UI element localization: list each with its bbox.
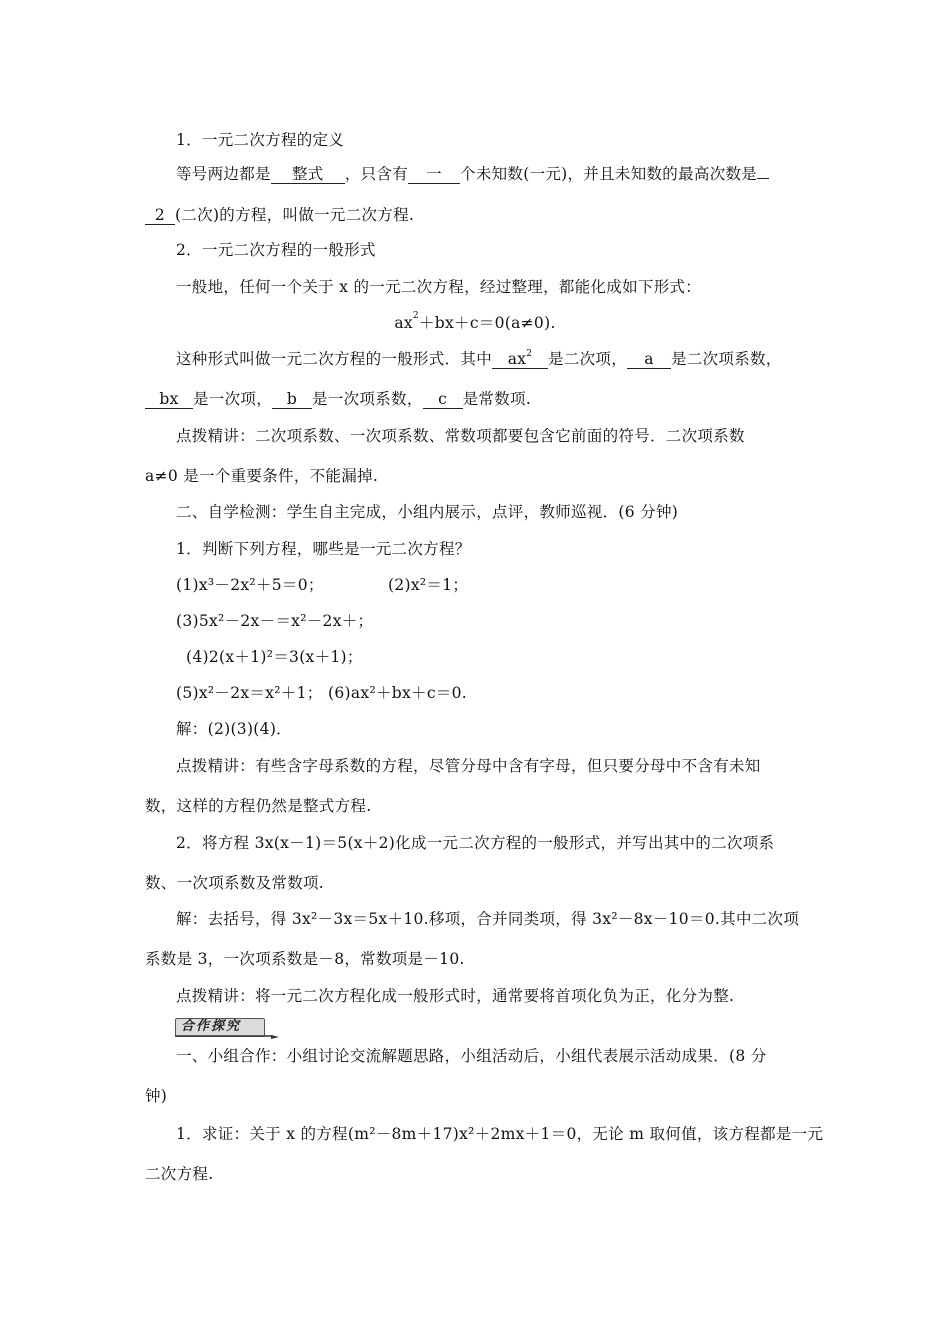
blank-linear-coefficient: b	[272, 391, 312, 409]
general-form-intro: 一般地，任何一个关于 x 的一元二次方程，经过整理，都能化成如下形式：	[176, 278, 702, 296]
cooperation-heading-1: 一、小组合作：小组讨论交流解题思路，小组活动后，小组代表展示活动成果．(8 分	[176, 1047, 767, 1065]
proof-question-line-2: 二次方程.	[145, 1165, 214, 1183]
formula-rest: ＋bx＋c＝0(a≠0).	[418, 314, 556, 332]
definition-line-1	[176, 164, 769, 184]
badge-underline-arrow-icon	[175, 1035, 279, 1039]
tip-coefficients-1: 点拨精讲：二次项系数、一次项系数、常数项都要包含它前面的符号．二次项系数	[176, 427, 745, 445]
cooperation-badge-label: 合作探究	[181, 1019, 242, 1034]
question-2-line-2: 数、一次项系数及常数项.	[145, 874, 325, 892]
cooperation-heading-2: 钟)	[145, 1087, 168, 1105]
terms-text-f: 是常数项.	[462, 390, 532, 408]
definition-text-c: 个未知数(一元)，并且未知数的最高次数是	[460, 165, 758, 183]
terms-line-1	[176, 349, 782, 369]
blank-quadratic-coefficient: a	[627, 351, 671, 369]
definition-text-a: 等号两边都是	[176, 165, 271, 183]
definition-text-b: ，只含有	[344, 165, 409, 183]
terms-text-c: 是二次项系数，	[671, 350, 782, 368]
blank-degree: 2	[145, 207, 175, 225]
terms-text-d: 是一次项，	[193, 390, 273, 408]
proof-question-line-1: 1．求证：关于 x 的方程(m²－8m＋17)x²＋2mx＋1＝0，无论 m 取何值，该方程都是一元	[176, 1125, 824, 1143]
equation-3: (3)5x²－2x－＝x²－2x＋；	[176, 612, 374, 630]
blank-linear-term: bx	[145, 391, 193, 409]
formula-exponent: 2	[412, 311, 419, 321]
definition-heading: 1．一元二次方程的定义	[176, 131, 345, 149]
equation-4: (4)2(x＋1)²＝3(x＋1)；	[186, 648, 363, 666]
tip-coefficients-2: a≠0 是一个重要条件，不能漏掉.	[145, 467, 379, 485]
definition-line-2	[145, 205, 414, 225]
tip-1-line-1: 点拨精讲：有些含字母系数的方程，尽管分母中含有字母，但只要分母中不含有未知	[176, 757, 761, 775]
blank-quadratic-exponent: 2	[526, 349, 533, 359]
answer-2-line-1: 解：去括号，得 3x²－3x＝5x＋10.移项，合并同类项，得 3x²－8x－10＝0.其中二次项	[176, 910, 800, 928]
blank-one-unknown: 一	[408, 166, 460, 184]
general-form-formula	[0, 313, 950, 333]
blank-quadratic-term-text: ax	[507, 350, 527, 368]
cooperation-badge	[175, 1018, 279, 1040]
general-form-heading: 2．一元二次方程的一般形式	[176, 241, 376, 259]
equation-5: (5)x²－2x＝x²＋1；	[176, 684, 323, 702]
answer-1: 解：(2)(3)(4)．	[176, 720, 292, 738]
definition-text-d: (二次)的方程，叫做一元二次方程.	[175, 206, 415, 224]
formula-ax: ax	[394, 314, 413, 332]
blank-trailing	[757, 178, 769, 179]
blank-integral-expression: 整式	[271, 166, 345, 184]
tip-1-line-2: 数，这样的方程仍然是整式方程.	[145, 797, 372, 815]
equation-1: (1)x³－2x²＋5＝0；	[176, 576, 324, 594]
question-1: 1．判断下列方程，哪些是一元二次方程？	[176, 540, 471, 558]
self-check-heading: 二、自学检测：学生自主完成，小组内展示，点评，教师巡视．(6 分钟)	[176, 503, 679, 521]
blank-quadratic-term	[492, 351, 548, 369]
equation-6: (6)ax²＋bx＋c＝0.	[328, 684, 467, 702]
question-2-line-1: 2．将方程 3x(x－1)＝5(x＋2)化成一元二次方程的一般形式，并写出其中的二次项系	[176, 834, 775, 852]
terms-line-2	[145, 389, 531, 409]
blank-constant-term: c	[423, 391, 463, 409]
tip-2: 点拨精讲：将一元二次方程化成一般形式时，通常要将首项化负为正，化分为整.	[176, 987, 735, 1005]
equation-2: (2)x²＝1；	[388, 576, 469, 594]
terms-text-a: 这种形式叫做一元二次方程的一般形式．其中	[176, 350, 493, 368]
terms-text-e: 是一次项系数，	[312, 390, 423, 408]
answer-2-line-2: 系数是 3，一次项系数是－8，常数项是－10.	[145, 950, 465, 968]
terms-text-b: 是二次项，	[548, 350, 628, 368]
